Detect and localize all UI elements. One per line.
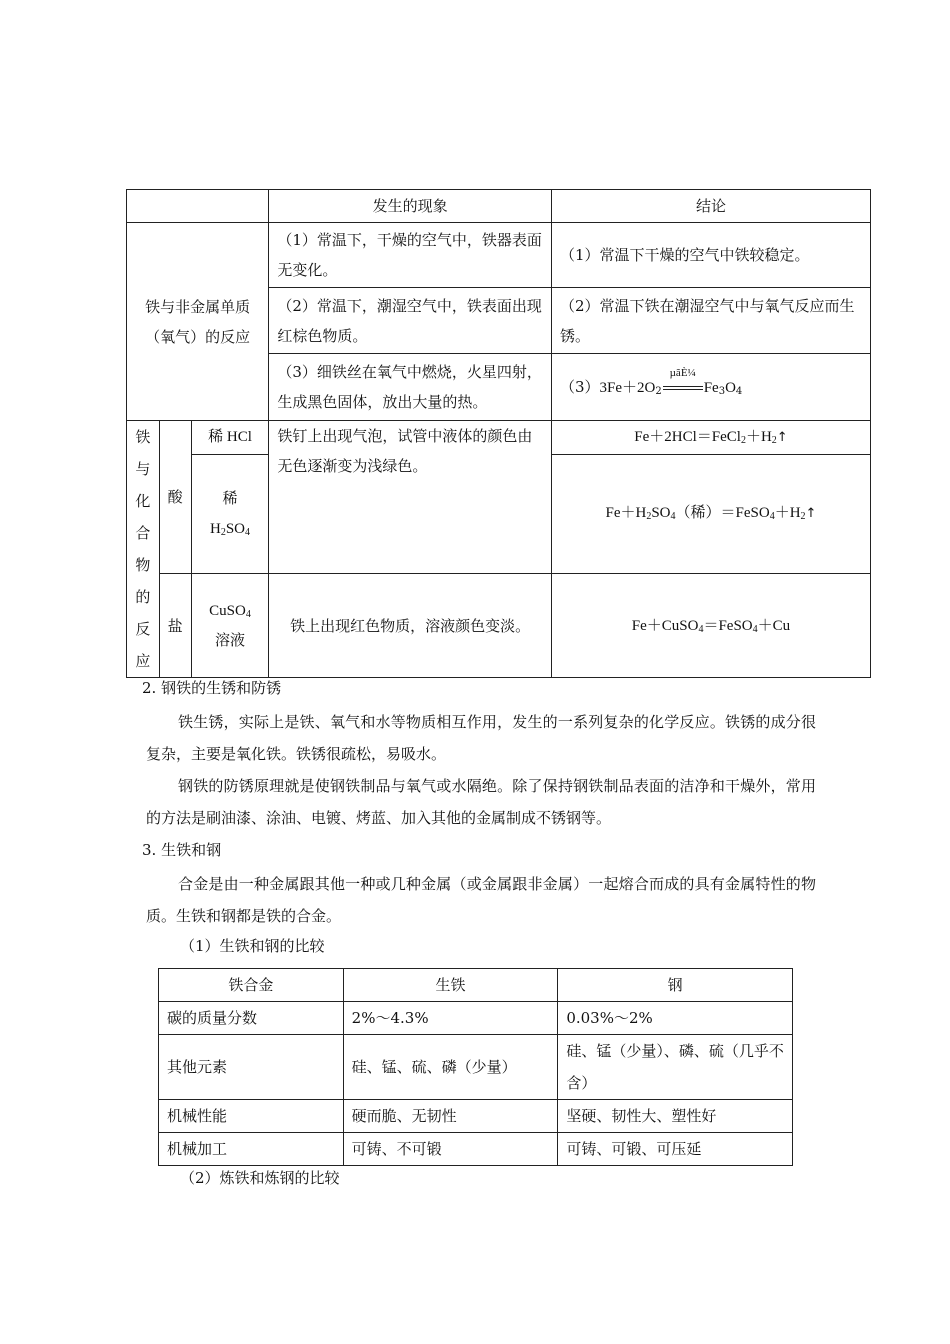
pig-iron-steel-table bbox=[158, 968, 793, 1166]
section-2-heading: 2. 钢铁的生锈和防锈 bbox=[142, 679, 282, 697]
conclusion-cell: （1）常温下干燥的空气中铁较稳定。 bbox=[551, 223, 870, 288]
acid-label: 酸 bbox=[159, 421, 191, 574]
table-row bbox=[159, 1100, 793, 1133]
h2so4-equation: $Fe+H_2SO_4$（稀）$=FeSO_4+H_2↑$ bbox=[551, 454, 870, 574]
reagent-cuso4: CuSO$_4$ 溶液 bbox=[191, 574, 269, 678]
cuso4-equation: Fe＋CuSO$_4$＝FeSO$_4$＋Cu bbox=[551, 574, 870, 678]
rust-prevention-paragraph: 钢铁的防锈原理就是使钢铁制品与氧气或水隔绝。除了保持钢铁制品表面的洁净和干燥外，常用的方法是刷油漆、涂油、电镀、烤蓝、加入其他的金属制成不锈钢等。 bbox=[146, 777, 816, 827]
table-cell: 硅、锰（少量）、磷、硫（几乎不含） bbox=[558, 1035, 793, 1100]
column-header-conclusion: 结论 bbox=[551, 190, 870, 223]
table-cell: 2%～4.3% bbox=[343, 1002, 558, 1035]
phenomenon-cell: （3）细铁丝在氧气中燃烧，火星四射，生成黑色固体，放出大量的热。 bbox=[269, 354, 552, 421]
table-cell: 碳的质量分数 bbox=[159, 1002, 344, 1035]
column-header: 钢 bbox=[558, 969, 793, 1002]
table-corner-cell bbox=[127, 190, 269, 223]
reagent-hcl: 稀 HCl bbox=[191, 421, 269, 455]
table-row bbox=[159, 1002, 793, 1035]
rust-paragraph: 铁生锈，实际上是铁、氧气和水等物质相互作用，发生的一系列复杂的化学反应。铁锈的成分很复杂，主要是氧化铁。铁锈很疏松，易吸水。 bbox=[146, 713, 816, 763]
acid-phenomenon: 铁钉上出现气泡，试管中液体的颜色由无色逐渐变为浅绿色。 bbox=[269, 421, 552, 574]
phenomenon-cell: （2）常温下，潮湿空气中，铁表面出现红棕色物质。 bbox=[269, 288, 552, 354]
phenomenon-cell: （1）常温下，干燥的空气中，铁器表面无变化。 bbox=[269, 223, 552, 288]
salt-phenomenon: 铁上出现红色物质，溶液颜色变淡。 bbox=[269, 574, 552, 678]
table-cell: 0.03%～2% bbox=[558, 1002, 793, 1035]
subheading-comparison-1: （1）生铁和钢的比较 bbox=[180, 937, 325, 955]
subheading-comparison-2: （2）炼铁和炼钢的比较 bbox=[180, 1169, 340, 1187]
table-cell: 机械加工 bbox=[159, 1133, 344, 1166]
column-header-phenomenon: 发生的现象 bbox=[269, 190, 552, 223]
combustion-equation: $(3)3Fe+2O_2$ µãÈ¼ $Fe_3O_4$ bbox=[551, 354, 870, 421]
table-cell: 可铸、可锻、可压延 bbox=[558, 1133, 793, 1166]
hcl-equation: $Fe+2HCl=FeCl_2+H_2↑$ bbox=[551, 421, 870, 455]
table-cell: 坚硬、韧性大、塑性好 bbox=[558, 1100, 793, 1133]
reagent-h2so4: 稀 $H_2SO_4$ bbox=[191, 454, 269, 574]
table-cell: 机械性能 bbox=[159, 1100, 344, 1133]
iron-reactions-table bbox=[126, 189, 871, 678]
table-cell: 其他元素 bbox=[159, 1035, 344, 1100]
conclusion-cell: （2）常温下铁在潮湿空气中与氧气反应而生锈。 bbox=[551, 288, 870, 354]
table-cell: 可铸、不可锻 bbox=[343, 1133, 558, 1166]
table-row bbox=[159, 1133, 793, 1166]
table-row bbox=[159, 1035, 793, 1100]
column-header: 生铁 bbox=[343, 969, 558, 1002]
section-3-heading: 3. 生铁和钢 bbox=[142, 841, 222, 859]
salt-label: 盐 bbox=[159, 574, 191, 678]
alloy-paragraph: 合金是由一种金属跟其他一种或几种金属（或金属跟非金属）一起熔合而成的具有金属特性的物质。生铁和钢都是铁的合金。 bbox=[146, 875, 816, 925]
reaction-condition: µãÈ¼ bbox=[663, 381, 703, 395]
compound-reaction-label: 铁 与 化 合 物 的 反 应 bbox=[127, 421, 160, 678]
table-cell: 硬而脆、无韧性 bbox=[343, 1100, 558, 1133]
table-cell: 硅、锰、硫、磷（少量） bbox=[343, 1035, 558, 1100]
nonmetal-reaction-label: 铁与非金属单质（氧气）的反应 bbox=[127, 223, 269, 421]
column-header: 铁合金 bbox=[159, 969, 344, 1002]
